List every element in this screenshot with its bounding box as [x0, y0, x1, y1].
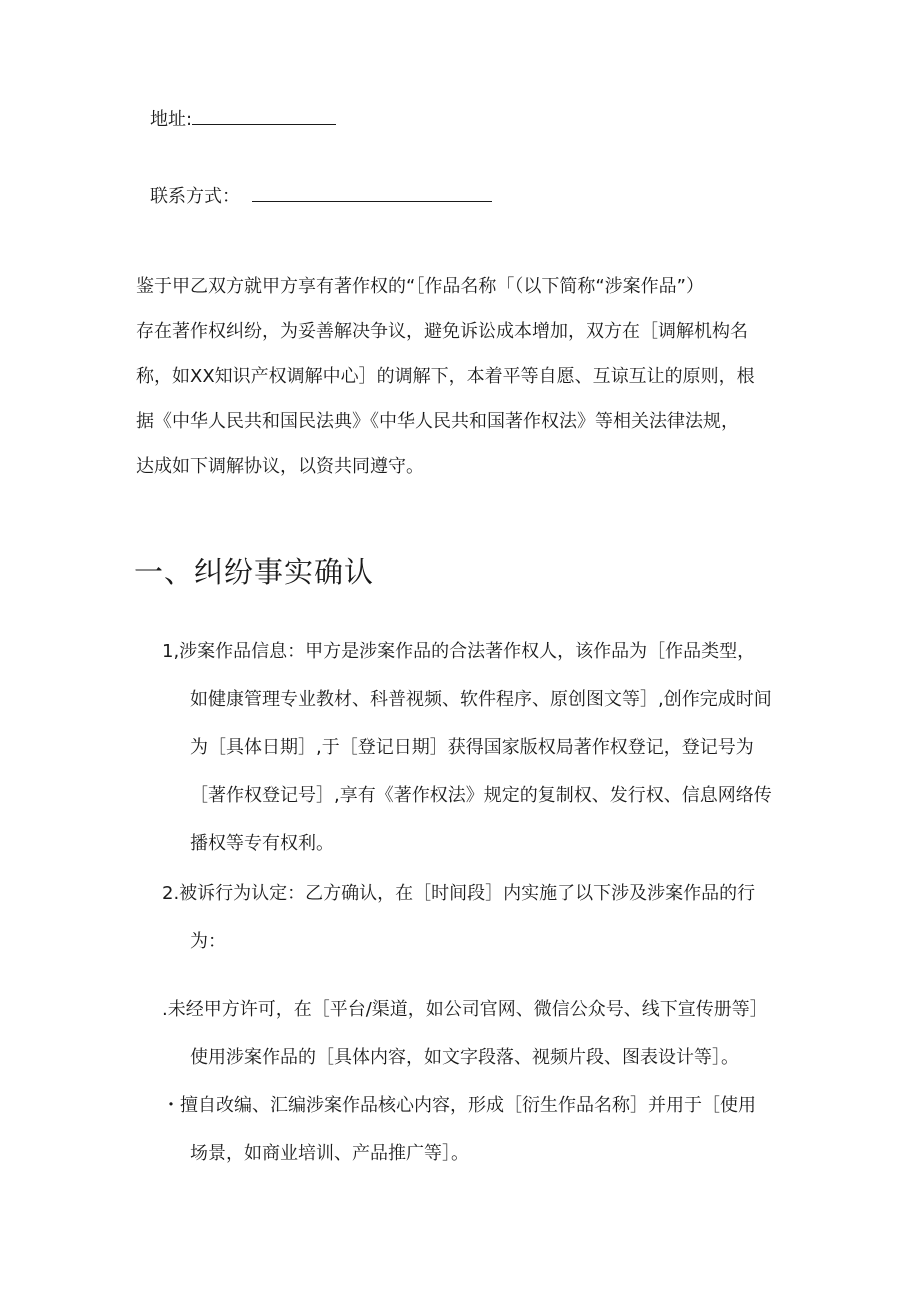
intro-line: 鉴于甲乙双方就甲方享有著作权的“［作品名称「（以下简称“涉案作品”） [136, 276, 704, 297]
item-1-line: 1,涉案作品信息：甲方是涉案作品的合法著作权人，该作品为［作品类型， [162, 641, 756, 662]
item-2-line: 为： [190, 931, 226, 952]
intro-line: 达成如下调解协议，以资共同遵守。 [136, 456, 424, 477]
section-title: 一、纠纷事实确认 [134, 555, 375, 589]
contact-blank-line[interactable] [252, 183, 492, 202]
address-blank-line[interactable] [192, 106, 336, 125]
bullet-1 [162, 986, 768, 1082]
contact-field [150, 183, 492, 210]
item-1-line: ［著作权登记号］,享有《著作权法》规定的复制权、发行权、信息网络传 [190, 785, 772, 806]
intro-line: 称，如XX知识产权调解中心］的调解下，本着平等自愿、互谅互让的原则，根 [136, 366, 755, 387]
bullet-1-line: 使用涉案作品的［具体内容，如文字段落、视频片段、图表设计等］。 [190, 1047, 739, 1068]
intro-paragraph [136, 268, 786, 493]
address-label: 地址: [150, 109, 193, 130]
item-1 [162, 628, 772, 868]
intro-line: 存在著作权纠纷，为妥善解决争议，避免诉讼成本增加，双方在［调解机构名 [136, 321, 748, 342]
item-2-line: 2.被诉行为认定：乙方确认，在［时间段］内实施了以下涉及涉案作品的行 [162, 883, 756, 904]
bullet-2-line: 场景，如商业培训、产品推广等］。 [190, 1143, 469, 1164]
bullet-1-line: .未经甲方许可，在［平台/渠道，如公司官网、微信公众号、线下宣传册等］ [162, 999, 768, 1020]
address-field [150, 106, 336, 133]
bullet-2-line: ・擅自改编、汇编涉案作品核心内容，形成［衍生作品名称］并用于［使用 [162, 1095, 756, 1116]
contact-label: 联系方式： [150, 186, 240, 207]
bullet-2 [162, 1082, 756, 1178]
item-1-line: 为［具体日期］,于［登记日期］获得国家版权局著作权登记，登记号为 [190, 737, 754, 758]
item-1-line: 如健康管理专业教材、科普视频、软件程序、原创图文等］,创作完成时间 [190, 689, 772, 710]
intro-line: 据《中华人民共和国民法典》《中华人民共和国著作权法》等相关法律法规， [136, 411, 739, 432]
item-2 [162, 870, 755, 966]
item-1-line: 播权等专有权利。 [190, 833, 334, 854]
